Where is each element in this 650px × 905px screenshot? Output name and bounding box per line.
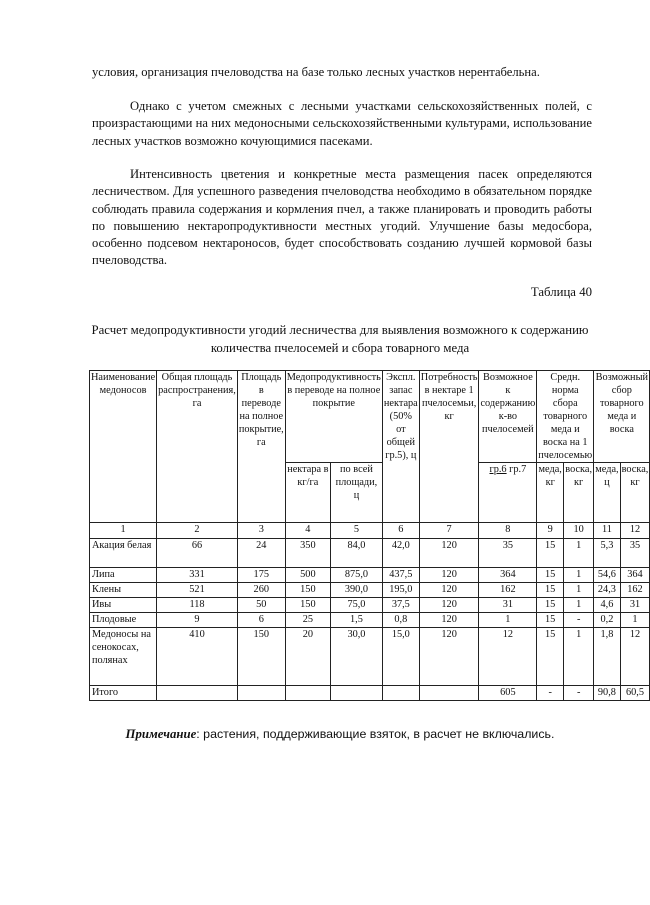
cell: 1 bbox=[564, 598, 594, 613]
cell: 150 bbox=[285, 583, 330, 598]
cell bbox=[157, 686, 238, 701]
col-number: 10 bbox=[564, 523, 594, 539]
honey-productivity-table bbox=[89, 370, 650, 701]
header-converted-area: Площадь в переводе на полное покрытие, га bbox=[237, 371, 285, 523]
cell: 260 bbox=[237, 583, 285, 598]
cell: 364 bbox=[479, 568, 537, 583]
cell: 350 bbox=[285, 539, 330, 568]
table-caption: Расчет медопродуктивности угодий лесничества для выявления возможного к содержанию количества пчелосемей и сбора товарного меда bbox=[91, 323, 589, 355]
header-possible-yield: Возможный сбор товарного меда и воска bbox=[594, 371, 650, 463]
paragraph-1: условия, организация пчеловодства на базе только лесных участков нерентабельна. bbox=[92, 65, 540, 79]
cell: 75,0 bbox=[331, 598, 383, 613]
cell: 54,6 bbox=[594, 568, 620, 583]
cell: 1,8 bbox=[594, 628, 620, 686]
cell: 15 bbox=[537, 598, 564, 613]
cell: 50 bbox=[237, 598, 285, 613]
table-row bbox=[90, 583, 650, 598]
cell: 437,5 bbox=[382, 568, 419, 583]
header-honey-kg: меда, кг bbox=[537, 463, 564, 523]
cell: 24 bbox=[237, 539, 285, 568]
cell: 35 bbox=[479, 539, 537, 568]
cell: 9 bbox=[157, 613, 238, 628]
formula-denominator: гр.7 bbox=[506, 464, 527, 475]
table-row-total bbox=[90, 686, 650, 701]
cell: 120 bbox=[419, 583, 479, 598]
cell: 331 bbox=[157, 568, 238, 583]
col-number: 2 bbox=[157, 523, 238, 539]
paragraph-3: Интенсивность цветения и конкретные места размещения пасек определяются лесничеством. Для успешного разведения пчеловодства необходимо в обязательном порядке соблюдать правила содержания и кормления пчел, а также планировать и проводить работы по повышению нектаропродуктивности местных угодий. Улучшение базы медосбора, особенно подсевом нектароносов, будет способствовать созданию лучшей кормовой базы пчеловодства. bbox=[92, 167, 592, 268]
col-number: 11 bbox=[594, 523, 620, 539]
cell: 12 bbox=[620, 628, 650, 686]
cell: 90,8 bbox=[594, 686, 620, 701]
cell: 31 bbox=[620, 598, 650, 613]
cell: 15 bbox=[537, 628, 564, 686]
col-number: 9 bbox=[537, 523, 564, 539]
cell: 0,2 bbox=[594, 613, 620, 628]
cell-name: Медоносы на сенокосах, полянах bbox=[90, 628, 157, 686]
cell: 84,0 bbox=[331, 539, 383, 568]
col-number: 7 bbox=[419, 523, 479, 539]
cell-name: Липа bbox=[90, 568, 157, 583]
col-number: 4 bbox=[285, 523, 330, 539]
header-nectar-need: Потребность в нектаре 1 пчелосемьи, кг bbox=[419, 371, 479, 523]
cell: 4,6 bbox=[594, 598, 620, 613]
cell: 150 bbox=[237, 628, 285, 686]
cell bbox=[331, 686, 383, 701]
col-number: 8 bbox=[479, 523, 537, 539]
cell bbox=[419, 686, 479, 701]
paragraph-2: Однако с учетом смежных с лесными участками сельскохозяйственных полей, с произрастающими на них медоносными сельскохозяйственными культурами, использование лесных участков возможно кочующимися пасеками. bbox=[92, 99, 592, 148]
cell: - bbox=[564, 686, 594, 701]
cell: 5,3 bbox=[594, 539, 620, 568]
header-honey-productivity: Медопродуктивность в переводе на полное покрытие bbox=[285, 371, 382, 463]
cell: 1 bbox=[620, 613, 650, 628]
cell: 120 bbox=[419, 568, 479, 583]
cell: 20 bbox=[285, 628, 330, 686]
table-number: Таблица 40 bbox=[530, 285, 592, 299]
table-row bbox=[90, 539, 650, 568]
col-number: 5 bbox=[331, 523, 383, 539]
cell bbox=[285, 686, 330, 701]
cell: 15 bbox=[537, 568, 564, 583]
cell: 150 bbox=[285, 598, 330, 613]
col-number: 6 bbox=[382, 523, 419, 539]
header-wax-kg: воска, кг bbox=[564, 463, 594, 523]
header-possible-colonies: Возможное к содержанию к-во пчелосемей bbox=[479, 371, 537, 463]
cell: 120 bbox=[419, 539, 479, 568]
cell: 15 bbox=[537, 583, 564, 598]
cell: 30,0 bbox=[331, 628, 383, 686]
cell-name: Итого bbox=[90, 686, 157, 701]
note-text: : растения, поддерживающие взяток, в расчет не включались. bbox=[196, 727, 555, 741]
header-formula bbox=[479, 463, 537, 523]
cell: 1 bbox=[564, 628, 594, 686]
col-number: 3 bbox=[237, 523, 285, 539]
cell-name: Клены bbox=[90, 583, 157, 598]
cell: 24,3 bbox=[594, 583, 620, 598]
cell: 1 bbox=[564, 568, 594, 583]
cell: 521 bbox=[157, 583, 238, 598]
cell: 15 bbox=[537, 539, 564, 568]
cell: 6 bbox=[237, 613, 285, 628]
header-avg-norm: Средн. норма сбора товарного меда и воска на 1 пчелосемью bbox=[538, 372, 593, 461]
header-nectar-reserve: Экспл. запас нектара (50% от общей гр.5), ц bbox=[382, 371, 419, 523]
cell: 1 bbox=[564, 539, 594, 568]
cell: - bbox=[564, 613, 594, 628]
cell: 37,5 bbox=[382, 598, 419, 613]
cell-name: Плодовые bbox=[90, 613, 157, 628]
cell: 500 bbox=[285, 568, 330, 583]
cell: 875,0 bbox=[331, 568, 383, 583]
cell: 364 bbox=[620, 568, 650, 583]
cell: 12 bbox=[479, 628, 537, 686]
cell: 42,0 bbox=[382, 539, 419, 568]
cell: 120 bbox=[419, 613, 479, 628]
table-row bbox=[90, 613, 650, 628]
table-row bbox=[90, 568, 650, 583]
cell: 390,0 bbox=[331, 583, 383, 598]
table-note bbox=[40, 727, 640, 742]
cell bbox=[382, 686, 419, 701]
cell: 120 bbox=[419, 598, 479, 613]
cell: 35 bbox=[620, 539, 650, 568]
cell: 118 bbox=[157, 598, 238, 613]
cell: 66 bbox=[157, 539, 238, 568]
header-total-area: Общая площадь распространения, га bbox=[157, 371, 238, 523]
header-honey-c: меда, ц bbox=[594, 463, 620, 523]
cell: 195,0 bbox=[382, 583, 419, 598]
cell: 60,5 bbox=[620, 686, 650, 701]
cell: 25 bbox=[285, 613, 330, 628]
header-name: Наименование медоносов bbox=[90, 371, 157, 523]
cell: - bbox=[537, 686, 564, 701]
note-label: Примечание bbox=[125, 727, 197, 741]
col-number: 12 bbox=[620, 523, 650, 539]
col-number: 1 bbox=[90, 523, 157, 539]
header-total-area-c: по всей площади, ц bbox=[331, 463, 383, 523]
table-row bbox=[90, 598, 650, 613]
cell: 31 bbox=[479, 598, 537, 613]
cell: 15,0 bbox=[382, 628, 419, 686]
header-nectar-per-ha: нектара в кг/га bbox=[285, 463, 330, 523]
cell: 1,5 bbox=[331, 613, 383, 628]
cell: 605 bbox=[479, 686, 537, 701]
cell: 162 bbox=[479, 583, 537, 598]
cell: 120 bbox=[419, 628, 479, 686]
cell: 162 bbox=[620, 583, 650, 598]
table-row bbox=[90, 628, 650, 686]
cell: 1 bbox=[564, 583, 594, 598]
cell: 1 bbox=[479, 613, 537, 628]
cell: 175 bbox=[237, 568, 285, 583]
cell: 410 bbox=[157, 628, 238, 686]
cell bbox=[237, 686, 285, 701]
cell-name: Ивы bbox=[90, 598, 157, 613]
cell: 0,8 bbox=[382, 613, 419, 628]
formula-numerator: гр.6 bbox=[489, 464, 507, 475]
header-wax-kg-2: воска, кг bbox=[620, 463, 650, 523]
cell: 15 bbox=[537, 613, 564, 628]
cell-name: Акация белая bbox=[90, 539, 157, 568]
